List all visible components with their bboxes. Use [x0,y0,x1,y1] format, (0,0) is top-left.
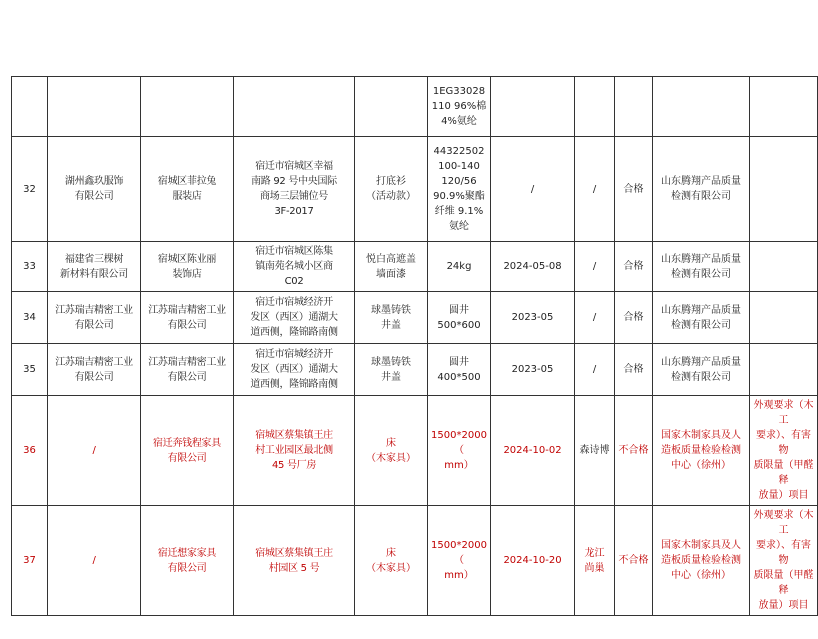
address-cell: 宿迁市宿城经济开 发区（西区）通湖大 道西侧，隆锦路南侧 [234,292,355,344]
seller-cell: 宿迁奔钱程家具 有限公司 [141,396,234,506]
testing-agency-cell: 国家木制家具及人 造板质量检验检测 中心（徐州） [653,396,750,506]
producer-cell: 湖州鑫玖服饰 有限公司 [48,137,141,242]
testing-agency-cell: 山东腾翔产品质量 检测有限公司 [653,242,750,292]
product-name-cell: 球墨铸铁 井盖 [355,292,428,344]
failed-items-cell [750,77,818,137]
row-number-cell: 32 [12,137,48,242]
result-cell: 不合格 [615,396,653,506]
result-cell: 不合格 [615,506,653,616]
production-date-cell: 2024-10-02 [491,396,575,506]
address-cell: 宿迁市宿城区幸福 南路 92 号中央国际 商场三层铺位号 3F-2017 [234,137,355,242]
failed-items-cell [750,137,818,242]
seller-cell: 江苏瑞吉精密工业 有限公司 [141,344,234,396]
table-row [12,137,818,242]
row-number-cell: 33 [12,242,48,292]
table-row [12,292,818,344]
production-date-cell: 2023-05 [491,292,575,344]
production-date-cell: / [491,137,575,242]
failed-items-cell [750,242,818,292]
row-number-cell: 36 [12,396,48,506]
product-name-cell: 床 （木家具） [355,506,428,616]
address-cell: 宿城区蔡集镇王庄 村工业园区最北侧 45 号厂房 [234,396,355,506]
seller-cell: 江苏瑞吉精密工业 有限公司 [141,292,234,344]
inspection-results-table [11,76,818,616]
product-name-cell: 打底衫 （活动款） [355,137,428,242]
table-row [12,77,818,137]
failed-items-cell [750,292,818,344]
address-cell: 宿迁市宿城经济开 发区（西区）通湖大 道西侧，隆锦路南侧 [234,344,355,396]
row-number-cell: 34 [12,292,48,344]
testing-agency-cell [653,77,750,137]
specification-cell: 圆井 500*600 [428,292,491,344]
product-name-cell: 球墨铸铁 井盖 [355,344,428,396]
brand-cell: / [575,292,615,344]
production-date-cell: 2024-05-08 [491,242,575,292]
production-date-cell: 2024-10-20 [491,506,575,616]
producer-cell: 福建省三棵树 新材料有限公司 [48,242,141,292]
row-number-cell: 35 [12,344,48,396]
table-row [12,242,818,292]
address-cell: 宿迁市宿城区陈集 镇南苑名城小区商 C02 [234,242,355,292]
address-cell: 宿城区蔡集镇王庄 村园区 5 号 [234,506,355,616]
table-row [12,396,818,506]
brand-cell: / [575,344,615,396]
row-number-cell: 37 [12,506,48,616]
failed-items-cell: 外观要求（木工 要求）、有害物 质限量（甲醛释 放量）项目 [750,396,818,506]
testing-agency-cell: 山东腾翔产品质量 检测有限公司 [653,292,750,344]
table-row [12,344,818,396]
producer-cell: 江苏瑞吉精密工业 有限公司 [48,292,141,344]
specification-cell: 1500*2000（ mm） [428,396,491,506]
producer-cell: 江苏瑞吉精密工业 有限公司 [48,344,141,396]
seller-cell: 宿城区菲拉兔 服装店 [141,137,234,242]
production-date-cell [491,77,575,137]
testing-agency-cell: 山东腾翔产品质量 检测有限公司 [653,344,750,396]
brand-cell: / [575,137,615,242]
specification-cell: 1500*2000（ mm） [428,506,491,616]
result-cell: 合格 [615,242,653,292]
result-cell [615,77,653,137]
brand-cell: 龙江 尚巢 [575,506,615,616]
specification-cell: 24kg [428,242,491,292]
specification-cell: 1EG33028 110 96%棉 4%氨纶 [428,77,491,137]
address-cell [234,77,355,137]
brand-cell: / [575,242,615,292]
table-row [12,506,818,616]
seller-cell: 宿迁想家家具 有限公司 [141,506,234,616]
result-cell: 合格 [615,344,653,396]
brand-cell [575,77,615,137]
seller-cell [141,77,234,137]
testing-agency-cell: 山东腾翔产品质量 检测有限公司 [653,137,750,242]
producer-cell: / [48,396,141,506]
product-name-cell: 悦白高遮盖 墙面漆 [355,242,428,292]
result-cell: 合格 [615,292,653,344]
row-number-cell [12,77,48,137]
specification-cell: 44322502 100-140 120/56 90.9%聚酯 纤维 9.1% 氨纶 [428,137,491,242]
result-cell: 合格 [615,137,653,242]
specification-cell: 圆井 400*500 [428,344,491,396]
brand-cell: 森诗博 [575,396,615,506]
failed-items-cell: 外观要求（木工 要求）、有害物 质限量（甲醛释 放量）项目 [750,506,818,616]
failed-items-cell [750,344,818,396]
producer-cell [48,77,141,137]
seller-cell: 宿城区陈业丽 装饰店 [141,242,234,292]
testing-agency-cell: 国家木制家具及人 造板质量检验检测 中心（徐州） [653,506,750,616]
product-name-cell [355,77,428,137]
production-date-cell: 2023-05 [491,344,575,396]
producer-cell: / [48,506,141,616]
product-name-cell: 床 （木家具） [355,396,428,506]
